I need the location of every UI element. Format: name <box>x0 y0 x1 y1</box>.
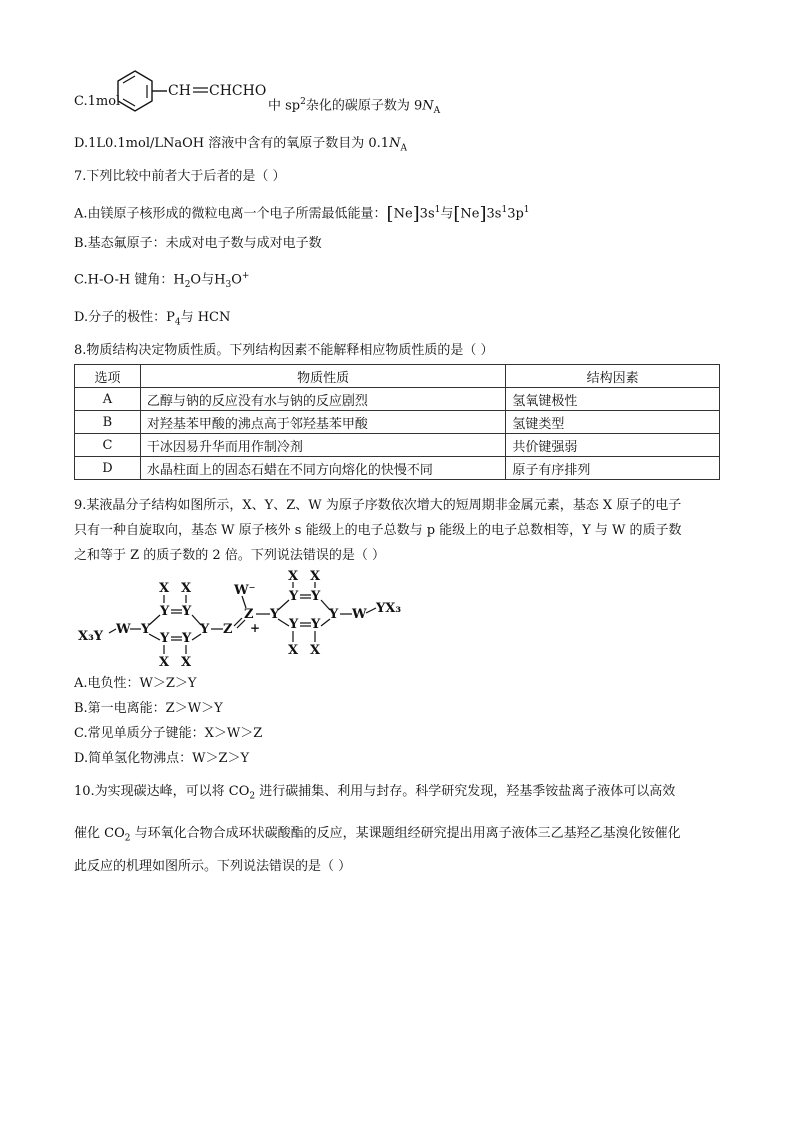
liquid-crystal-molecule <box>76 570 416 670</box>
svg-text:Y: Y <box>289 617 299 632</box>
svg-text:Y: Y <box>311 617 321 632</box>
q8-table <box>74 364 720 480</box>
option-c-line <box>74 92 120 112</box>
q9-option-b: B.第一电离能：Z＞W＞Y <box>74 701 223 716</box>
header-factor: 结构因素 <box>506 365 720 388</box>
svg-text:YX₃: YX₃ <box>376 601 402 616</box>
table-row: A 乙醇与钠的反应没有水与钠的反应剧烈 氢氧键极性 <box>75 388 720 411</box>
option-c-prefix: C.1mol <box>74 94 121 109</box>
option-d-line: D.1L0.1mol/LNaOH 溶液中含有的氧原子数目为 $0.1N_A$ <box>74 136 407 154</box>
svg-text:Y: Y <box>182 631 192 646</box>
svg-text:Y: Y <box>160 604 170 619</box>
ch-label: CH <box>168 83 191 99</box>
q8-stem: 8.物质结构决定物质性质。下列结构因素不能解释相应物质性质的是（ ） <box>74 343 494 358</box>
chcho-label: CHCHO <box>209 83 267 99</box>
q10-line-1: 10.为实现碳达峰，可以将 $CO_2$ 进行碳捕集、利用与封存。科学研究发现，羟基季铵盐离子液体可以高效 <box>74 784 676 802</box>
svg-text:Y: Y <box>141 622 151 637</box>
header-option: 选项 <box>75 365 141 388</box>
q9-option-a: A.电负性：W＞Z＞Y <box>74 676 197 691</box>
svg-text:X: X <box>159 581 170 596</box>
q9-stem-3: 之和等于 Z 的质子数的 2 倍。下列说法错误的是（ ） <box>74 548 385 563</box>
table-header-row <box>75 365 720 388</box>
q7-option-b: B.基态氟原子：未成对电子数与成对电子数 <box>74 236 322 251</box>
svg-text:Z: Z <box>244 607 254 622</box>
header-property: 物质性质 <box>140 365 505 388</box>
q9-stem-2: 只有一种自旋取向，基态 W 原子核外 s 能级上的电子总数与 p 能级上的电子总数相等，Y 与 W 的质子数 <box>74 523 682 538</box>
svg-text:Z: Z <box>223 622 233 637</box>
svg-text:Y: Y <box>329 607 339 622</box>
q7-stem: 7.下列比较中前者大于后者的是（ ） <box>74 169 286 184</box>
svg-text:+: + <box>250 621 261 635</box>
svg-text:X: X <box>310 643 321 658</box>
svg-text:Y: Y <box>289 589 299 604</box>
svg-text:X: X <box>288 643 299 658</box>
q9-option-d: D.简单氢化物沸点：W＞Z＞Y <box>74 751 250 766</box>
svg-text:W: W <box>116 622 131 637</box>
svg-text:Y: Y <box>270 607 280 622</box>
table-row: B 对羟基苯甲酸的沸点高于邻羟基苯甲酸 氢键类型 <box>75 411 720 434</box>
q7-option-c: C.H-O-H 键角：$H_2O$与$H_3O^+$ <box>74 271 250 290</box>
option-c-text: 中 $sp^2$杂化的碳原子数为 $9N_A$ <box>268 97 441 116</box>
svg-text:X: X <box>181 655 192 670</box>
svg-text:W⁻: W⁻ <box>234 583 256 598</box>
q9-option-c: C.常见单质分子键能：X＞W＞Z <box>74 726 263 741</box>
svg-text:X: X <box>288 570 299 584</box>
svg-text:Y: Y <box>160 631 170 646</box>
q7-option-a: A.由镁原子核形成的微粒电离一个电子所需最低能量：$[Ne]3s^1$与$[Ne]3s^13p^1$ <box>74 203 530 225</box>
svg-text:X: X <box>159 655 170 670</box>
q10-line-2: 催化 $CO_2$ 与环氧化合物合成环状碳酸酯的反应，某课题组经研究提出用离子液体三乙基羟乙基溴化铵催化 <box>74 826 681 844</box>
table-row: C 干冰因易升华而用作制冷剂 共价键强弱 <box>75 434 720 457</box>
svg-text:X: X <box>181 581 192 596</box>
svg-text:X: X <box>310 570 321 584</box>
table-row: D 水晶柱面上的固态石蜡在不同方向熔化的快慢不同 原子有序排列 <box>75 457 720 480</box>
svg-text:X₃Y: X₃Y <box>78 629 104 644</box>
q7-option-d: D.分子的极性：$P_4$与 HCN <box>74 310 231 328</box>
svg-text:Y: Y <box>311 589 321 604</box>
svg-text:W: W <box>352 607 367 622</box>
svg-text:Y: Y <box>182 604 192 619</box>
q9-stem-1: 9.某液晶分子结构如图所示，X、Y、Z、W 为原子序数依次增大的短周期非金属元素，基态 X 原子的电子 <box>74 498 682 513</box>
q10-line-3: 此反应的机理如图所示。下列说法错误的是（ ） <box>74 859 352 874</box>
cinnamaldehyde-structure <box>115 68 270 118</box>
svg-text:Y: Y <box>200 622 210 637</box>
